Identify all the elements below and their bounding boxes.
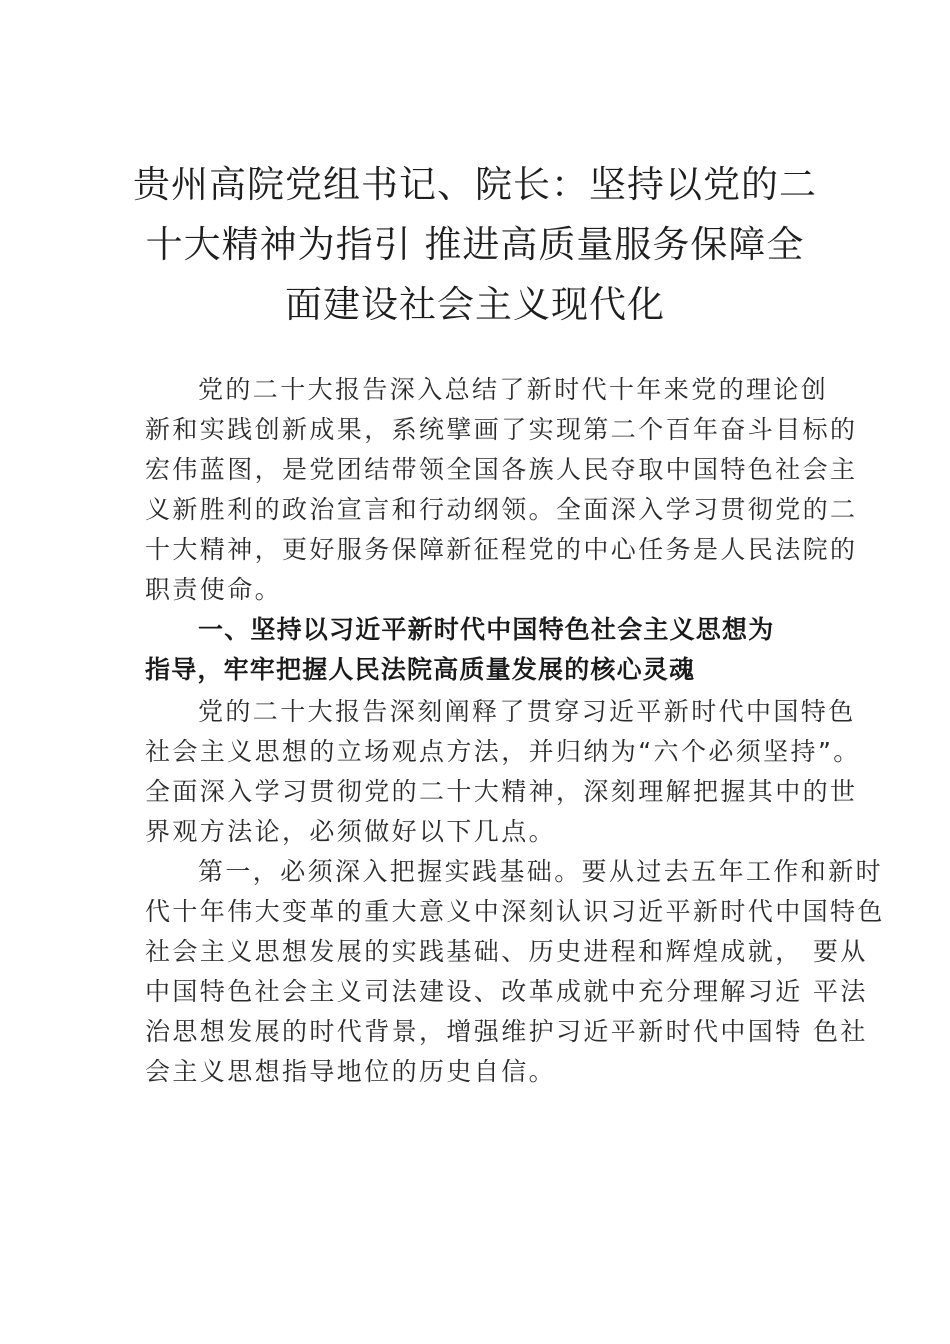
paragraph-3-line-2: 代十年伟大变革的重大意义中深刻认识习近平新时代中国特色 <box>145 897 885 926</box>
paragraph-2-line-2: 社会主义思想的立场观点方法，并归纳为“六个必须坚持”。 <box>145 737 861 766</box>
section-heading-line-2: 指导，牢牢把握人民法院高质量发展的核心灵魂 <box>145 655 696 684</box>
paragraph-2-line-3: 全面深入学习贯彻党的二十大精神，深刻理解把握其中的世 <box>145 777 858 806</box>
paragraph-1-line-1: 党的二十大报告深入总结了新时代十年来党的理论创 <box>198 375 829 404</box>
paragraph-3-line-6: 会主义思想指导地位的历史自信。 <box>145 1057 557 1086</box>
paragraph-1-line-5: 十大精神，更好服务保障新征程党的中心任务是人民法院的 <box>145 535 858 564</box>
paragraph-2-line-4: 界观方法论，必须做好以下几点。 <box>145 817 557 846</box>
document-title-line-3: 面建设社会主义现代化 <box>285 283 665 326</box>
paragraph-3-line-1: 第一，必须深入把握实践基础。要从过去五年工作和新时 <box>198 857 884 886</box>
paragraph-2-line-1: 党的二十大报告深刻阐释了贯穿习近平新时代中国特色 <box>198 697 856 726</box>
paragraph-1-line-4: 义新胜利的政治宣言和行动纲领。全面深入学习贯彻党的二 <box>145 495 858 524</box>
paragraph-1-line-6: 职责使命。 <box>145 575 283 604</box>
paragraph-3-line-4: 中国特色社会主义司法建设、改革成就中充分理解习近 平法 <box>145 977 868 1006</box>
document-title-line-1: 贵州高院党组书记、院长：坚持以党的二 <box>133 163 817 206</box>
document-title-line-2: 十大精神为指引 推进高质量服务保障全 <box>145 223 805 266</box>
paragraph-3-line-3: 社会主义思想发展的实践基础、历史进程和辉煌成就， 要从 <box>145 937 868 966</box>
section-heading-line-1: 一、坚持以习近平新时代中国特色社会主义思想为 <box>198 615 775 644</box>
paragraph-3-line-5: 治思想发展的时代背景，增强维护习近平新时代中国特 色社 <box>145 1017 868 1046</box>
paragraph-1-line-2: 新和实践创新成果，系统擘画了实现第二个百年奋斗目标的 <box>145 415 858 444</box>
paragraph-1-line-3: 宏伟蓝图，是党团结带领全国各族人民夺取中国特色社会主 <box>145 455 858 484</box>
